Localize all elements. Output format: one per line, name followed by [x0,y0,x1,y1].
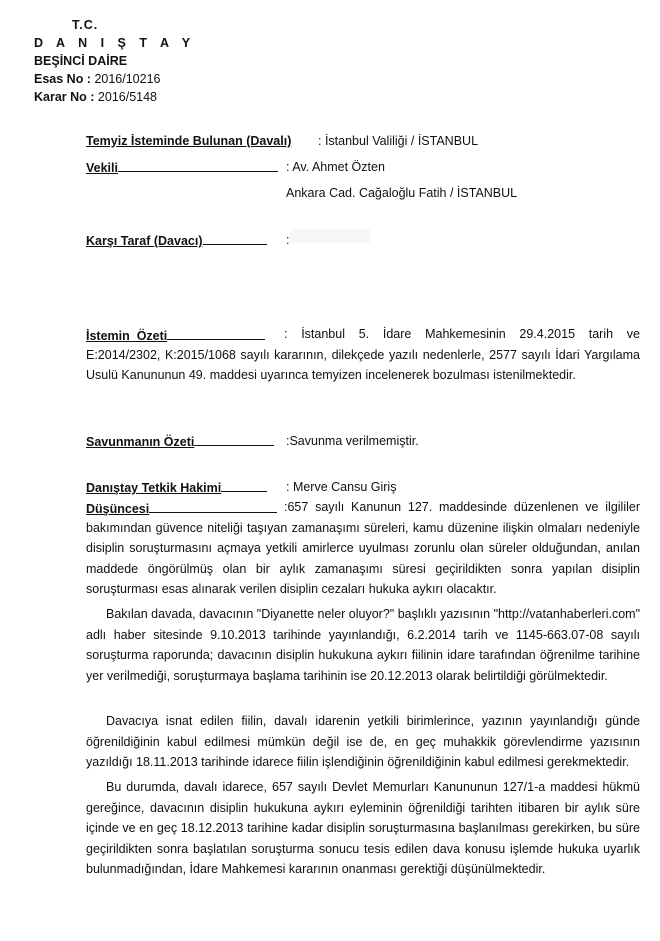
opinion-paragraph-2: Bakılan davada, davacının "Diyanette neler oluyor?" başlıklı yazısının "http://vatanhaberleri.com" adlı haber sitesinde 9.10.2013 tarihinde yayınlandığı, 6.2.2014 tarih ve 1145-663.07-08 sayılı soruşturma raporunda; davacının disiplin hukukuna aykırı fiilinin idare tarafından öğrenilme tarihine yer verilmediği, soruşturmaya başlama tarihinin ise 20.12.2013 olarak belirtildiği görülmektedir. [86,607,641,683]
judge-value: : Merve Cansu Giriş [286,480,397,494]
counsel-value: : Av. Ahmet Özten [286,160,385,174]
opinion-paragraph-3: Davacıya isnat edilen fiilin, davalı idarenin yetkili birimlerince, yazının yayınlandığı günde öğrenildiğinin kabul edilmesi mümkün değil ise de, en geç muhakkik görevlendirme yazısının yazıldığı 18.11.2013 tarihinde idarece fiilin işlendiğinin öğrenildiğinin kabul edilmesi gerekmektedir. [86,714,640,769]
defense-underline [194,434,274,446]
opinion-paragraph-4: Bu durumda, davalı idarece, 657 sayılı Devlet Memurları Kanununun 127/1-a maddesi hükmü gereğince, davacının disiplin hukukuna aykırı eyleminin öğrenildiği tarihten itibaren bir aylık süre içinde ve en geç 18.12.2013 tarihine kadar disiplin soruşturmasına başlanılması gerekirken, bu süre geçirildikten sonra başlatılan soruşturma sonucu tesis edilen dava konusu işlemde hukuka uyarlık bulunmadığından, İdare Mahkemesi kararının onanması gerektiği düşünülmektedir. [86,780,640,876]
header-tc: T.C. [72,18,99,32]
counsel-address: Ankara Cad. Cağaloğlu Fatih / İSTANBUL [286,186,518,200]
respondent-label-row [86,233,267,248]
header-court: D A N I Ş T A Y [34,36,196,50]
summary-text: : İstanbul 5. İdare Mahkemesinin 29.4.2015 tarih ve E:2014/2302, K:2015/1068 sayılı kararının, dilekçede yazılı nedenlerle, 2577 sayılı İdari Yargılama Usulü Kanununun 49. maddesi uyarınca temyizen incelenerek bozulması istenilmektedir. [86,327,640,382]
summary-label: İstemin_Özeti [86,329,168,343]
esas-line [34,70,195,88]
judge-underline [221,480,267,492]
karar-label: Karar No : [34,90,95,104]
counsel-underline [118,160,278,172]
counsel-label: Vekili [86,161,118,175]
counsel-label-row [86,160,278,175]
defense-label: Savunmanın Özeti [86,435,195,449]
defense-text: :Savunma verilmemiştir. [286,434,419,448]
defense-label-row [86,434,274,449]
opinion-label: Düşüncesi [86,502,150,516]
header-chamber: BEŞİNCİ DAİRE [34,54,128,68]
appellant-value: : İstanbul Valiliği / İSTANBUL [318,134,479,148]
document-header [34,16,195,106]
karar-line [34,88,195,106]
respondent-label: Karşı Taraf (Davacı) [86,234,203,248]
karar-value: 2016/5148 [97,90,158,104]
appellant-label: Temyiz İsteminde Bulunan (Davalı) [86,134,292,148]
judge-label: Danıştay Tetkik Hakimi [86,481,222,495]
esas-label: Esas No : [34,72,91,86]
opinion-paragraph-1: :657 sayılı Kanunun 127. maddesinde düzenlenen ve ilgililer bakımından güvence niteliği taşıyan zamanaşımı süreleri, kamu düzenine ilişkin olmaları nedeniyle disiplin soruşturmasını açmaya yetkili amirlerce uyulması zorunlu olan süreler olduğundan, anılan maddede öngörülmüş olan bir aylık zamanaşımı süresi geçirildikten sonra yapılan disiplin soruşturması esas alınarak verilen disiplin cezaları hukuka aykırı olacaktır. [86,500,640,596]
esas-value: 2016/10216 [94,72,161,86]
judge-label-row [86,480,267,495]
redacted-name [290,229,370,243]
respondent-value: : [286,233,290,247]
respondent-underline [203,233,267,245]
